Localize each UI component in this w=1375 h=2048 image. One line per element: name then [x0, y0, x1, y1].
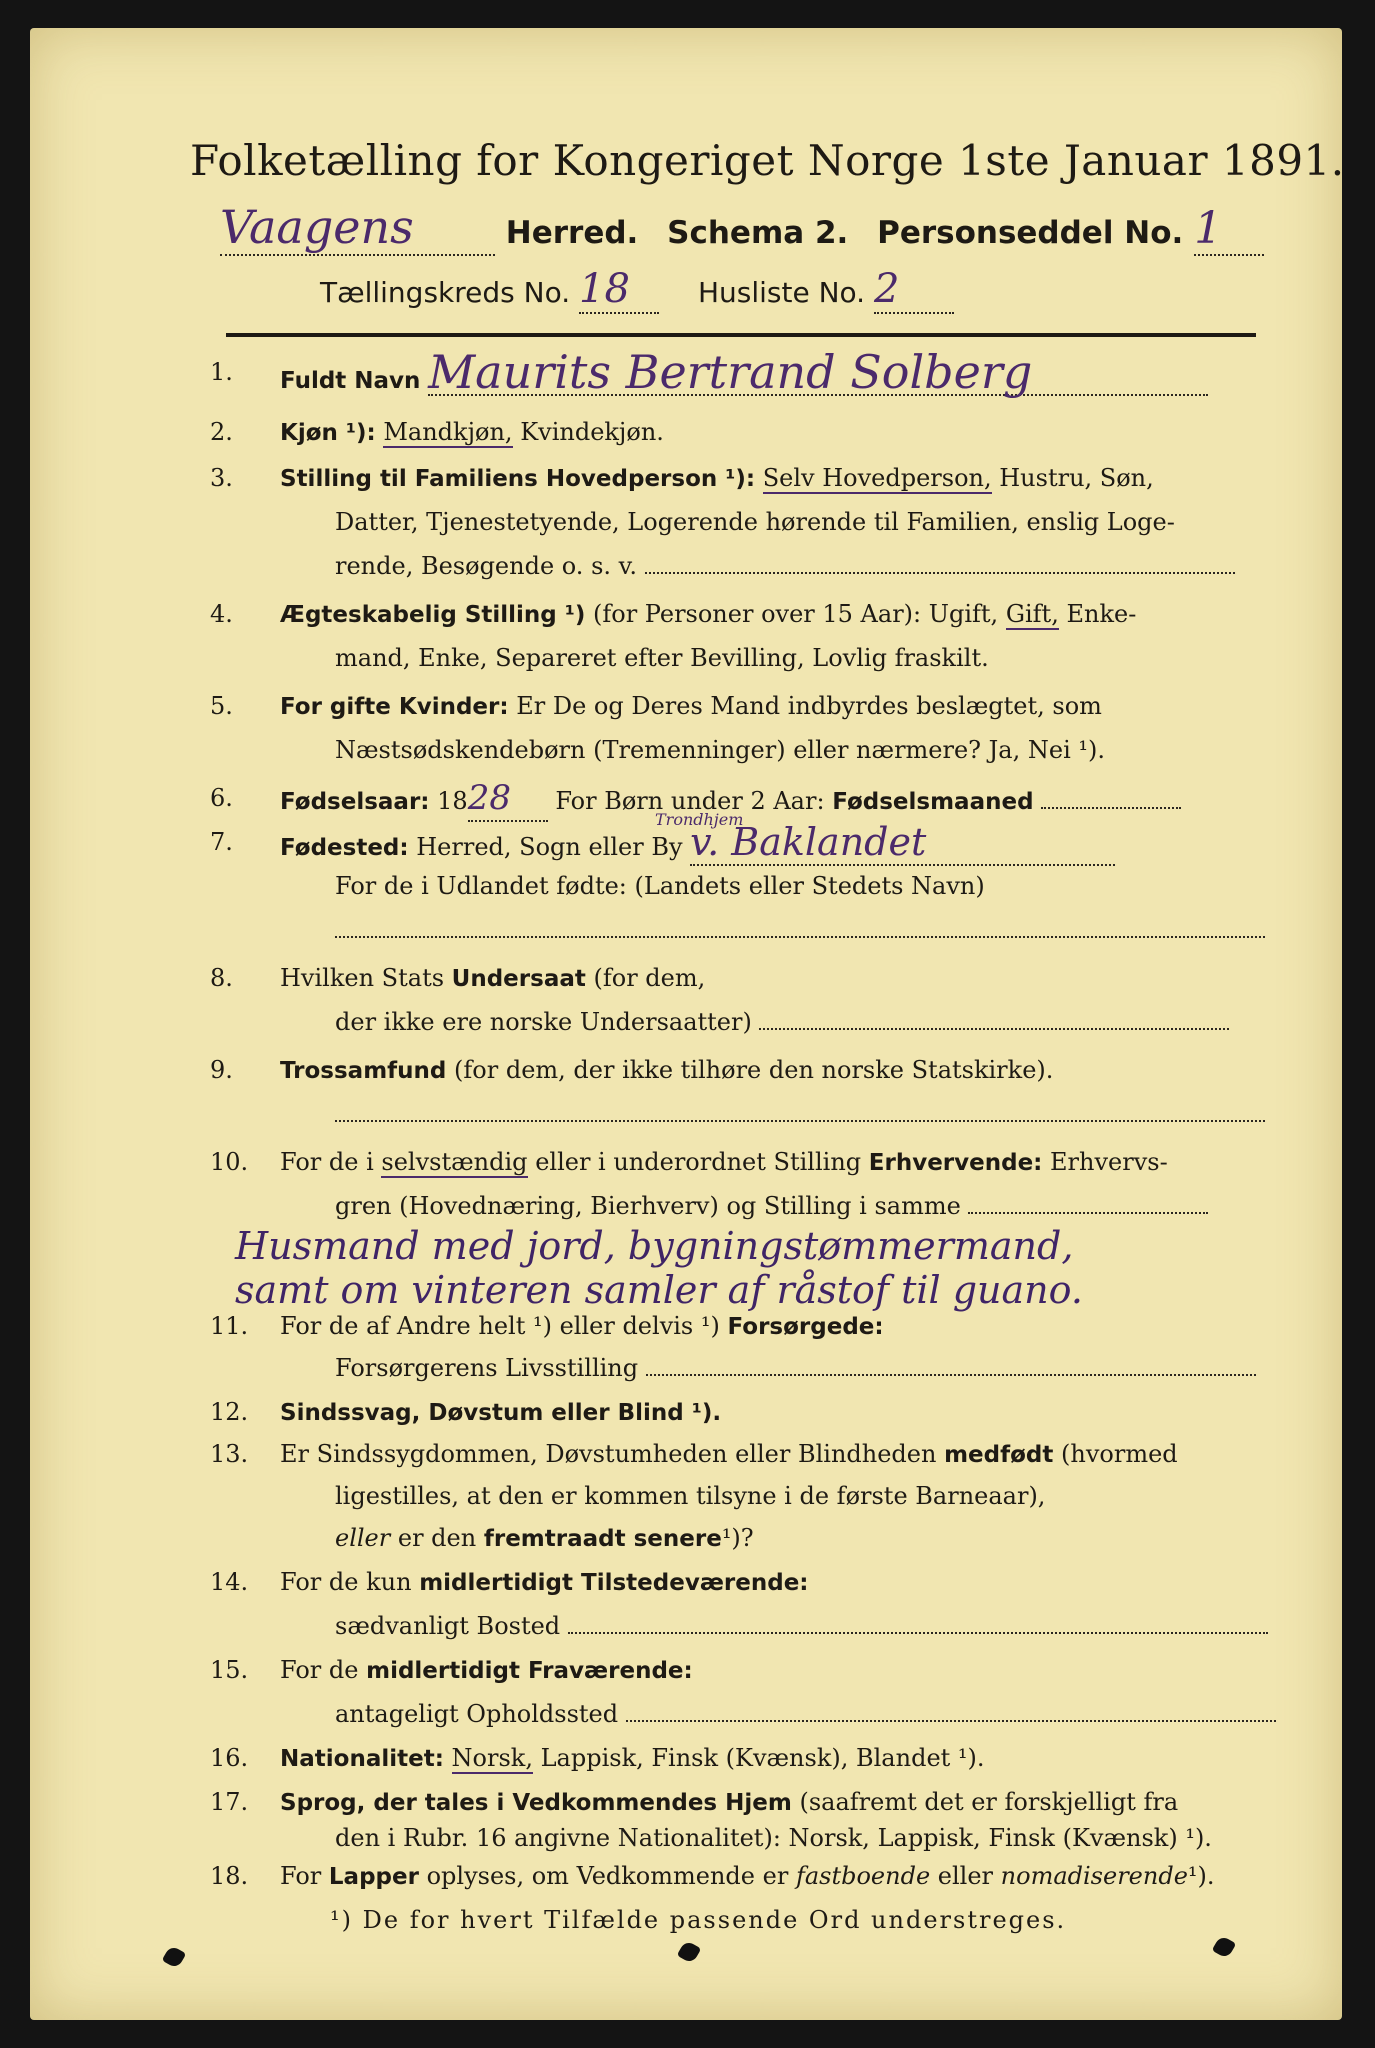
- option-text: nomadiserende: [1000, 1862, 1188, 1890]
- question-text: eller: [937, 1862, 994, 1890]
- field-label: midlertidigt Tilstedeværende:: [419, 1570, 809, 1596]
- question-text: For Børn under 2 Aar:: [555, 787, 825, 815]
- option-selected: selvstændig: [381, 1148, 528, 1176]
- question-text: (hvormed: [1061, 1440, 1178, 1468]
- question-text: gren (Hovednæring, Bierhverv) og Stilling i samme: [335, 1192, 961, 1220]
- herred-label: Herred.: [505, 215, 639, 251]
- option-text: rende, Besøgende o. s. v.: [335, 552, 637, 580]
- question-text: Er De og Deres Mand indbyrdes beslægtet, som: [516, 692, 1102, 720]
- row-number: 13.: [210, 1440, 249, 1468]
- herred-line: [220, 200, 1270, 260]
- field-label: Kjøn ¹):: [280, 420, 376, 446]
- personseddel-number: 1: [1194, 203, 1264, 256]
- kreds-number: 18: [579, 266, 659, 314]
- option-text: mand, Enke, Separeret efter Bevilling, Lovlig fraskilt.: [335, 644, 989, 672]
- header-divider: [226, 333, 1256, 337]
- row-number: 18.: [210, 1862, 249, 1890]
- field-label: medfødt: [944, 1442, 1054, 1468]
- dotted-fill: [335, 1120, 1265, 1122]
- row-number: 8.: [210, 964, 233, 992]
- husliste-number: 2: [874, 266, 954, 314]
- ink-blot-mark: [162, 1945, 187, 1970]
- birth-year-answer: 28: [468, 776, 548, 822]
- personseddel-label: Personseddel No.: [877, 215, 1184, 251]
- row-number: 6.: [210, 784, 233, 812]
- row-number: 12.: [210, 1398, 249, 1426]
- occupation-answer-line-1: Husmand med jord, bygningstømmermand,: [235, 1224, 1074, 1268]
- husliste-label: Husliste No.: [697, 276, 866, 309]
- dotted-fill: [1041, 807, 1181, 809]
- option-text: Hustru, Søn,: [999, 464, 1154, 492]
- row-number: 16.: [210, 1744, 249, 1772]
- row-number: 15.: [210, 1656, 249, 1684]
- option-text: Lappisk, Finsk (Kvænsk), Blandet ¹).: [540, 1744, 985, 1772]
- question-text: er den: [397, 1524, 477, 1552]
- field-label: Fødested:: [280, 835, 409, 861]
- ink-blot-mark: [1212, 1935, 1237, 1960]
- option-selected: Mandkjøn,: [383, 418, 513, 446]
- question-text: Forsørgerens Livsstilling: [335, 1354, 639, 1382]
- question-text: ¹)?: [721, 1524, 754, 1552]
- option-text: fastboende: [795, 1862, 931, 1890]
- question-text: Hvilken Stats: [280, 964, 445, 992]
- question-text: For de af Andre helt ¹) eller delvis ¹): [280, 1312, 720, 1340]
- question-text: (for dem, der ikke tilhøre den norske Statskirke).: [454, 1056, 1054, 1084]
- option-text: (for Personer over 15 Aar): Ugift,: [593, 600, 999, 628]
- occupation-answer-line-2: samt om vinteren samler af råstof til guano.: [235, 1268, 1083, 1312]
- dotted-fill: [968, 1212, 1208, 1214]
- question-text: For: [280, 1862, 322, 1890]
- question-text: Erhvervs-: [1050, 1148, 1168, 1176]
- option-selected: Gift,: [1005, 600, 1059, 628]
- herred-name: Vaagens: [220, 200, 495, 256]
- question-text: antageligt Opholdssted: [335, 1700, 619, 1728]
- option-text: Datter, Tjenestetyende, Logerende hørende til Familien, enslig Loge-: [335, 508, 1175, 536]
- kreds-label: Tællingskreds No.: [320, 276, 571, 309]
- footnote: ¹) De for hvert Tilfælde passende Ord understreges.: [330, 1906, 1067, 1934]
- field-label: midlertidigt Fraværende:: [366, 1658, 693, 1684]
- year-prefix: 18: [437, 787, 468, 815]
- question-text: sædvanligt Bosted: [335, 1612, 561, 1640]
- field-label: For gifte Kvinder:: [280, 694, 509, 720]
- question-text: eller: [335, 1524, 391, 1552]
- row-number: 9.: [210, 1056, 233, 1084]
- question-text: den i Rubr. 16 angivne Nationalitet): Norsk, Lappisk, Finsk (Kvænsk) ¹).: [335, 1824, 1212, 1852]
- ink-blot-mark: [677, 1940, 702, 1965]
- question-text: ligestilles, at den er kommen tilsyne i de første Barneaar),: [335, 1482, 1046, 1510]
- full-name-answer: Maurits Bertrand Solberg: [428, 350, 1208, 396]
- dotted-fill: [626, 1720, 1276, 1722]
- birthplace-city-note: Trondhjem: [655, 810, 744, 829]
- row-number: 1.: [210, 358, 233, 386]
- form-title: Folketælling for Kongeriget Norge 1ste Januar 1891.: [190, 136, 1345, 185]
- field-label: Ægteskabelig Stilling ¹): [280, 602, 586, 628]
- question-text: eller i underordnet Stilling: [535, 1148, 862, 1176]
- dotted-fill: [646, 1374, 1256, 1376]
- question-text: ¹).: [1187, 1862, 1215, 1890]
- question-text: For de kun: [280, 1568, 412, 1596]
- row-number: 5.: [210, 692, 233, 720]
- kreds-line: [320, 266, 1220, 316]
- row-number: 3.: [210, 464, 233, 492]
- field-label: Fuldt Navn: [280, 368, 421, 394]
- row-number: 11.: [210, 1312, 249, 1340]
- option-text: Enke-: [1066, 600, 1137, 628]
- dotted-fill: [568, 1632, 1268, 1634]
- option-selected: Norsk,: [451, 1744, 533, 1772]
- row-number: 4.: [210, 600, 233, 628]
- question-text: For de: [280, 1656, 359, 1684]
- row-number: 17.: [210, 1788, 249, 1816]
- field-label: Forsørgede:: [727, 1314, 884, 1340]
- question-text: oplyses, om Vedkommende er: [426, 1862, 789, 1890]
- field-label: Fødselsmaaned: [832, 789, 1034, 815]
- field-label: fremtraadt senere: [483, 1526, 722, 1552]
- field-label: Erhvervende:: [868, 1150, 1043, 1176]
- schema-label: Schema 2.: [667, 215, 849, 251]
- question-text: (saafremt det er forskjelligt fra: [799, 1788, 1179, 1816]
- field-label: Lapper: [328, 1864, 419, 1890]
- dotted-fill: [335, 936, 1265, 938]
- census-form-sheet: [30, 28, 1345, 2020]
- field-label: Sindssvag, Døvstum eller Blind ¹).: [280, 1400, 722, 1426]
- row-number: 14.: [210, 1568, 249, 1596]
- birthplace-answer: v. Baklandet: [690, 820, 1115, 866]
- option: Kvindekjøn.: [520, 418, 664, 446]
- dotted-fill: [759, 1028, 1229, 1030]
- question-text: For de i Udlandet fødte: (Landets eller Stedets Navn): [335, 872, 985, 900]
- option-selected: Selv Hovedperson,: [762, 464, 992, 492]
- field-label: Undersaat: [451, 966, 586, 992]
- field-label: Sprog, der tales i Vedkommendes Hjem: [280, 1790, 792, 1816]
- field-label: Nationalitet:: [280, 1746, 444, 1772]
- row-number: 10.: [210, 1148, 249, 1176]
- question-text: (for dem,: [593, 964, 706, 992]
- question-text: der ikke ere norske Undersaatter): [335, 1008, 752, 1036]
- field-label: Trossamfund: [280, 1058, 447, 1084]
- dotted-fill: [645, 572, 1235, 574]
- field-label: Fødselsaar:: [280, 789, 430, 815]
- field-label: Stilling til Familiens Hovedperson ¹):: [280, 466, 756, 492]
- question-text: Næstsødskendebørn (Tremenninger) eller nærmere? Ja, Nei ¹).: [335, 736, 1105, 764]
- question-text: For de i: [280, 1148, 374, 1176]
- row-number: 2.: [210, 418, 233, 446]
- question-text: Herred, Sogn eller By: [416, 833, 683, 861]
- row-number: 7.: [210, 828, 233, 856]
- question-text: Er Sindssygdommen, Døvstumheden eller Blindheden: [280, 1440, 937, 1468]
